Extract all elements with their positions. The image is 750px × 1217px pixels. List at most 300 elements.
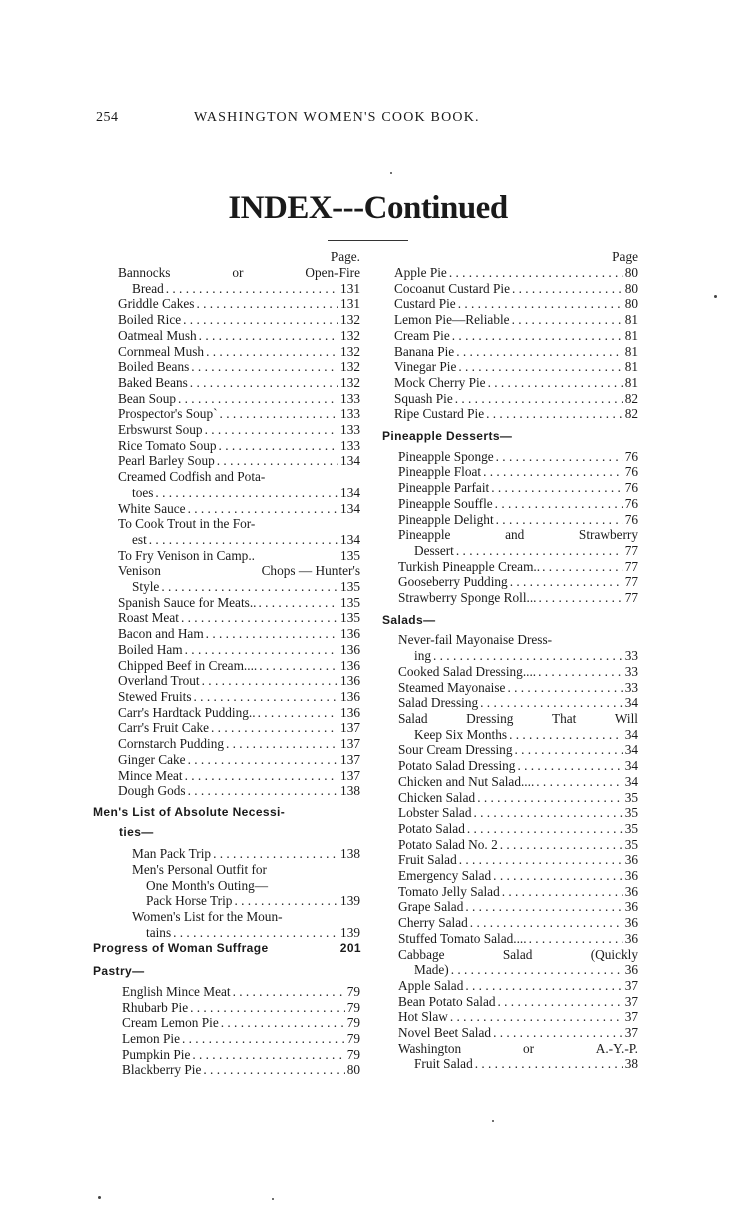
entry-page: 34 bbox=[624, 742, 638, 758]
section-heading-pineapple: Pineapple Desserts— bbox=[382, 429, 513, 444]
index-entry bbox=[382, 805, 638, 821]
entry-page: 201 bbox=[339, 940, 361, 955]
entry-title: Lobster Salad bbox=[398, 805, 472, 821]
index-entry-codfish: Creamed Codfish and Pota- bbox=[118, 469, 266, 485]
index-entry-bannocks-cont bbox=[106, 281, 360, 297]
index-entry bbox=[382, 344, 638, 360]
entry-word: Strawberry bbox=[578, 527, 638, 543]
entry-title: est bbox=[132, 531, 147, 547]
entry-page: 80 bbox=[624, 280, 638, 296]
index-entry bbox=[382, 359, 638, 375]
page-column-heading: Page bbox=[612, 249, 638, 264]
section-heading-mens-list-cont: ties— bbox=[119, 824, 154, 839]
entry-title: Lemon Pie—Reliable bbox=[394, 312, 510, 328]
entry-page: 137 bbox=[340, 751, 360, 767]
entry-word: Pineapple bbox=[398, 527, 451, 543]
index-entry bbox=[382, 512, 638, 528]
entry-title: Dessert bbox=[414, 542, 454, 558]
index-entries-salads bbox=[382, 742, 638, 946]
entry-page: 37 bbox=[624, 1009, 638, 1025]
entry-word: Cabbage bbox=[398, 946, 445, 962]
entry-title: Spanish Sauce for Meats.. bbox=[118, 594, 257, 610]
entry-title: Boiled Beans bbox=[118, 359, 190, 375]
page-number: 254 bbox=[96, 110, 119, 125]
entry-word: Salad bbox=[502, 946, 533, 962]
index-entries-group bbox=[106, 595, 360, 799]
index-entry bbox=[382, 915, 638, 931]
entry-word: (Quickly bbox=[590, 946, 638, 962]
entry-title: To Fry Venison in Camp.. bbox=[118, 547, 255, 563]
entry-title: Rhubarb Pie bbox=[122, 999, 189, 1015]
index-entry bbox=[106, 610, 360, 626]
entry-title: Bread bbox=[132, 280, 164, 296]
entry-page: 37 bbox=[624, 977, 638, 993]
index-entry bbox=[106, 453, 360, 469]
entry-page: 79 bbox=[346, 1046, 360, 1062]
scan-speck bbox=[492, 1120, 494, 1122]
entry-page: 37 bbox=[624, 993, 638, 1009]
entry-page: 34 bbox=[624, 773, 638, 789]
entry-title: Chicken and Nut Salad.... bbox=[398, 773, 535, 789]
entry-title: Griddle Cakes bbox=[118, 296, 195, 312]
entry-word: Salad bbox=[398, 710, 428, 726]
entry-title: Fruit Salad bbox=[414, 1056, 473, 1072]
index-entry bbox=[106, 438, 360, 454]
entry-page: 79 bbox=[346, 999, 360, 1015]
index-entry bbox=[382, 496, 638, 512]
entry-page: 79 bbox=[346, 1031, 360, 1047]
entry-word: or bbox=[522, 1040, 535, 1056]
entry-title: Stewed Fruits bbox=[118, 688, 192, 704]
index-entry bbox=[106, 359, 360, 375]
index-entry bbox=[106, 705, 360, 721]
index-entry-mayonaise: Never-fail Mayonaise Dress- bbox=[398, 632, 553, 648]
index-entry bbox=[106, 768, 360, 784]
entry-page: 77 bbox=[624, 558, 638, 574]
index-entry bbox=[382, 884, 638, 900]
entry-page: 82 bbox=[624, 390, 638, 406]
entry-page: 33 bbox=[624, 648, 638, 664]
index-entry-cabbage-salad-cont bbox=[382, 962, 638, 978]
entry-page: 131 bbox=[340, 280, 360, 296]
entry-title: Steamed Mayonaise bbox=[398, 679, 506, 695]
entry-title: Custard Pie bbox=[394, 296, 456, 312]
entry-title: Gooseberry Pudding bbox=[398, 574, 508, 590]
entry-title: Pack Horse Trip bbox=[146, 893, 233, 909]
entry-word: Open-Fire bbox=[305, 265, 360, 280]
entry-title: Pearl Barley Soup bbox=[118, 453, 215, 469]
entry-page: 35 bbox=[624, 805, 638, 821]
index-entry bbox=[382, 1009, 638, 1025]
index-entry bbox=[382, 978, 638, 994]
index-entry bbox=[106, 391, 360, 407]
page-column-heading: Page. bbox=[330, 249, 360, 264]
index-entry bbox=[382, 758, 638, 774]
index-entry bbox=[382, 899, 638, 915]
index-entry bbox=[106, 1047, 360, 1063]
index-entry bbox=[382, 391, 638, 407]
entry-page: 137 bbox=[340, 720, 360, 736]
index-entry bbox=[106, 1062, 360, 1078]
index-entry bbox=[382, 328, 638, 344]
index-entries-pineapple bbox=[382, 449, 638, 528]
index-entry bbox=[106, 984, 360, 1000]
entry-page: 136 bbox=[340, 641, 360, 657]
entry-title: Turkish Pineapple Cream.. bbox=[398, 558, 541, 574]
entry-page: 136 bbox=[340, 704, 360, 720]
entry-title: Potato Salad Dressing bbox=[398, 758, 516, 774]
entry-title: Pineapple Delight bbox=[398, 511, 494, 527]
index-entry-pineapple-strawberry-cont bbox=[382, 543, 638, 559]
entry-page: 76 bbox=[624, 448, 638, 464]
entry-page: 134 bbox=[340, 453, 360, 469]
entry-page: 76 bbox=[624, 464, 638, 480]
index-entries-pineapple bbox=[382, 559, 638, 606]
index-entry-pineapple-strawberry bbox=[382, 527, 638, 543]
entry-page: 134 bbox=[340, 484, 360, 500]
entry-page: 135 bbox=[340, 594, 360, 610]
entry-page: 36 bbox=[624, 883, 638, 899]
entry-title: Banana Pie bbox=[394, 343, 455, 359]
entry-title: Salad Dressing bbox=[398, 695, 479, 711]
entry-title: Cherry Salad bbox=[398, 915, 468, 931]
scan-speck bbox=[390, 172, 392, 174]
entry-title: Tomato Jelly Salad bbox=[398, 883, 500, 899]
entry-title: Bean Soup bbox=[118, 390, 176, 406]
entry-title: Chipped Beef in Cream.... bbox=[118, 657, 258, 673]
index-entry bbox=[106, 422, 360, 438]
index-entries-pastry bbox=[106, 984, 360, 1078]
index-entry bbox=[106, 375, 360, 391]
index-entry bbox=[382, 406, 638, 422]
scan-speck bbox=[272, 1198, 274, 1200]
entry-title: Sour Cream Dressing bbox=[398, 742, 513, 758]
index-entry bbox=[106, 783, 360, 799]
entry-page: 36 bbox=[624, 915, 638, 931]
index-entry bbox=[382, 664, 638, 680]
entry-page: 36 bbox=[624, 852, 638, 868]
entry-title: Pineapple Souffle bbox=[398, 495, 493, 511]
entry-title: Baked Beans bbox=[118, 374, 188, 390]
entry-word: Washington bbox=[398, 1040, 462, 1056]
entry-title: Roast Meat bbox=[118, 610, 179, 626]
entry-title: Pineapple Parfait bbox=[398, 480, 490, 496]
index-entry bbox=[106, 1000, 360, 1016]
index-entry-mayonaise-cont bbox=[382, 648, 638, 664]
index-entry bbox=[382, 480, 638, 496]
index-entry-outfit-cont: One Month's Outing— bbox=[146, 877, 269, 893]
index-entry bbox=[382, 464, 638, 480]
entry-title: Fruit Salad bbox=[398, 852, 457, 868]
entry-page: 137 bbox=[340, 767, 360, 783]
entry-title: Cornstarch Pudding bbox=[118, 736, 224, 752]
scan-speck bbox=[714, 295, 717, 298]
entry-page: 135 bbox=[340, 547, 360, 563]
entry-title: Dough Gods bbox=[118, 783, 186, 799]
index-entry bbox=[106, 406, 360, 422]
entry-title: White Sauce bbox=[118, 500, 186, 516]
index-entry-venison-chops-cont bbox=[106, 579, 360, 595]
index-entry-trout-cont bbox=[106, 532, 360, 548]
entry-page: 138 bbox=[340, 846, 360, 862]
entry-title: Stuffed Tomato Salad.... bbox=[398, 930, 527, 946]
index-entry bbox=[382, 574, 638, 590]
entry-title: Man Pack Trip bbox=[132, 846, 212, 862]
index-entry-trout: To Cook Trout in the For- bbox=[118, 516, 256, 532]
entry-page: 136 bbox=[340, 657, 360, 673]
entry-title: Blackberry Pie bbox=[122, 1062, 202, 1078]
index-entry bbox=[106, 658, 360, 674]
entry-title: Cream Lemon Pie bbox=[122, 1015, 219, 1031]
entry-page: 36 bbox=[624, 930, 638, 946]
book-title: WASHINGTON WOMEN'S COOK BOOK. bbox=[194, 110, 480, 125]
entry-title: Chicken Salad bbox=[398, 789, 476, 805]
entry-page: 79 bbox=[346, 1015, 360, 1031]
entry-page: 135 bbox=[340, 610, 360, 626]
index-entry bbox=[106, 736, 360, 752]
entry-title: Apple Salad bbox=[398, 977, 464, 993]
index-entry-codfish-cont bbox=[106, 485, 360, 501]
index-entry bbox=[382, 559, 638, 575]
index-entry-venison-chops bbox=[106, 563, 360, 579]
index-entry bbox=[382, 742, 638, 758]
entry-page: 34 bbox=[624, 758, 638, 774]
entry-title: Bean Potato Salad bbox=[398, 993, 496, 1009]
index-entry bbox=[382, 449, 638, 465]
entry-page: 81 bbox=[624, 374, 638, 390]
index-entry bbox=[106, 296, 360, 312]
entry-page: 136 bbox=[340, 673, 360, 689]
entry-page: 37 bbox=[624, 1025, 638, 1041]
entry-word: Will bbox=[614, 710, 638, 726]
entry-page: 36 bbox=[624, 899, 638, 915]
index-entry bbox=[382, 994, 638, 1010]
entry-title: Novel Beet Salad bbox=[398, 1025, 492, 1041]
entry-page: 138 bbox=[340, 783, 360, 799]
entry-title: Cream Pie bbox=[394, 327, 450, 343]
entry-page: 133 bbox=[340, 437, 360, 453]
entry-title: Style bbox=[132, 579, 160, 595]
index-entry bbox=[106, 344, 360, 360]
entry-page: 133 bbox=[340, 422, 360, 438]
index-entry-outfit-cont2 bbox=[106, 893, 360, 909]
entry-page: 76 bbox=[624, 495, 638, 511]
index-entry bbox=[106, 595, 360, 611]
entry-title: Cooked Salad Dressing.... bbox=[398, 663, 537, 679]
section-heading-mens-list: Men's List of Absolute Necessi- bbox=[93, 804, 286, 819]
index-entry-womens-list: Women's List for the Moun- bbox=[132, 909, 283, 925]
entry-page: 131 bbox=[340, 296, 360, 312]
entry-word: Venison bbox=[118, 563, 161, 579]
index-entry bbox=[382, 837, 638, 853]
entry-page: 134 bbox=[340, 500, 360, 516]
index-entry bbox=[382, 821, 638, 837]
entry-page: 80 bbox=[624, 296, 638, 312]
index-entry-suffrage bbox=[93, 941, 361, 957]
entry-title: Cornmeal Mush bbox=[118, 343, 205, 359]
entry-word: or bbox=[232, 265, 244, 280]
entry-title: Pineapple Float bbox=[398, 464, 482, 480]
entry-page: 134 bbox=[340, 531, 360, 547]
index-entries-salads bbox=[382, 978, 638, 1041]
index-entry bbox=[382, 868, 638, 884]
index-entry bbox=[382, 931, 638, 947]
index-entry-bannocks bbox=[106, 265, 360, 281]
index-entry-washington-salad bbox=[382, 1041, 638, 1057]
scan-speck bbox=[98, 1196, 101, 1199]
index-entry bbox=[382, 680, 638, 696]
index-entry bbox=[382, 790, 638, 806]
title-rule bbox=[328, 240, 408, 241]
entry-title: Erbswurst Soup bbox=[118, 422, 203, 438]
entry-page: 77 bbox=[624, 574, 638, 590]
section-heading-salads: Salads— bbox=[382, 612, 436, 627]
entry-word: Bannocks bbox=[118, 265, 171, 280]
entry-page: 132 bbox=[340, 327, 360, 343]
entry-title: Keep Six Months bbox=[414, 726, 508, 742]
entry-title: Lemon Pie bbox=[122, 1031, 180, 1047]
index-entry bbox=[382, 296, 638, 312]
entry-title: Mock Cherry Pie bbox=[394, 374, 486, 390]
index-entries-group bbox=[106, 296, 360, 469]
entry-page: 132 bbox=[340, 359, 360, 375]
entry-page: 80 bbox=[624, 265, 638, 280]
index-entry-washington-salad-cont bbox=[382, 1056, 638, 1072]
entry-title: Ripe Custard Pie bbox=[394, 406, 485, 422]
entry-page: 36 bbox=[624, 868, 638, 884]
index-entry bbox=[106, 689, 360, 705]
index-entry bbox=[382, 281, 638, 297]
page-title: INDEX---Continued bbox=[228, 190, 508, 226]
entry-title: Squash Pie bbox=[394, 390, 453, 406]
entry-page: 135 bbox=[340, 579, 360, 595]
entry-page: 132 bbox=[340, 343, 360, 359]
index-entries-salads bbox=[382, 664, 638, 711]
index-entry bbox=[106, 1031, 360, 1047]
entry-page: 34 bbox=[624, 726, 638, 742]
entry-word: That bbox=[551, 710, 577, 726]
entry-page: 133 bbox=[340, 406, 360, 422]
entry-title: Made) bbox=[414, 962, 449, 978]
entry-page: 137 bbox=[340, 736, 360, 752]
index-entry bbox=[106, 720, 360, 736]
entry-word: A.-Y.-P. bbox=[595, 1040, 638, 1056]
entry-page: 33 bbox=[624, 679, 638, 695]
entry-page: 35 bbox=[624, 820, 638, 836]
entry-page: 80 bbox=[346, 1062, 360, 1078]
index-column-left bbox=[93, 249, 361, 1078]
entry-page: 33 bbox=[624, 663, 638, 679]
index-entry bbox=[382, 312, 638, 328]
index-entry bbox=[106, 328, 360, 344]
entry-title: English Mince Meat bbox=[122, 983, 231, 999]
entry-page: 132 bbox=[340, 374, 360, 390]
index-entry-womens-list-cont bbox=[106, 925, 360, 941]
index-entry-venison-fry bbox=[106, 548, 360, 564]
entry-title: Pineapple Sponge bbox=[398, 448, 494, 464]
entry-title: tains bbox=[146, 924, 172, 940]
index-entry bbox=[382, 774, 638, 790]
entry-title: Emergency Salad bbox=[398, 868, 492, 884]
index-entry bbox=[106, 642, 360, 658]
index-entry bbox=[106, 626, 360, 642]
index-column-right bbox=[382, 249, 638, 1072]
entry-page: 139 bbox=[340, 924, 360, 940]
entry-page: 35 bbox=[624, 836, 638, 852]
index-entry bbox=[106, 752, 360, 768]
entry-title: Mince Meat bbox=[118, 767, 183, 783]
entry-word: Chops — Hunter's bbox=[261, 563, 360, 579]
entry-title: Strawberry Sponge Roll... bbox=[398, 590, 537, 606]
entry-page: 77 bbox=[624, 590, 638, 606]
entry-title: Oatmeal Mush bbox=[118, 327, 197, 343]
index-entry-cabbage-salad bbox=[382, 947, 638, 963]
entry-title: Apple Pie bbox=[394, 265, 447, 280]
entry-title: Cocoanut Custard Pie bbox=[394, 280, 510, 296]
entry-page: 81 bbox=[624, 327, 638, 343]
entry-page: 136 bbox=[340, 688, 360, 704]
entry-title: Boiled Ham bbox=[118, 641, 183, 657]
entry-page: 34 bbox=[624, 695, 638, 711]
entry-page: 36 bbox=[624, 962, 638, 978]
entry-title: Overland Trout bbox=[118, 673, 200, 689]
index-entry-outfit: Men's Personal Outfit for bbox=[132, 862, 267, 878]
entry-title: Bacon and Ham bbox=[118, 626, 204, 642]
entry-title: Rice Tomato Soup bbox=[118, 437, 217, 453]
entry-title: Boiled Rice bbox=[118, 312, 182, 328]
entry-page: 76 bbox=[624, 480, 638, 496]
entry-page: 139 bbox=[340, 893, 360, 909]
index-entry-salad-dressing-keep bbox=[382, 711, 638, 727]
index-entry bbox=[382, 590, 638, 606]
entry-page: 38 bbox=[624, 1056, 638, 1072]
entry-title: Carr's Fruit Cake bbox=[118, 720, 210, 736]
index-entry-white-sauce bbox=[106, 501, 360, 517]
index-entry bbox=[106, 1015, 360, 1031]
entry-page: 132 bbox=[340, 312, 360, 328]
entry-word: and bbox=[505, 527, 525, 543]
index-entry bbox=[106, 312, 360, 328]
index-entry bbox=[382, 852, 638, 868]
entry-title: Potato Salad bbox=[398, 820, 465, 836]
index-entry bbox=[382, 375, 638, 391]
entry-title: Carr's Hardtack Pudding.. bbox=[118, 704, 256, 720]
index-entry-salad-dressing-keep-cont bbox=[382, 727, 638, 743]
entry-title: Hot Slaw bbox=[398, 1009, 448, 1025]
entry-title: Grape Salad bbox=[398, 899, 464, 915]
entry-page: 81 bbox=[624, 343, 638, 359]
index-entries-pies bbox=[382, 265, 638, 422]
entry-title: toes bbox=[132, 484, 154, 500]
section-heading-pastry: Pastry— bbox=[93, 964, 145, 979]
entry-title: Ginger Cake bbox=[118, 751, 186, 767]
entry-word: Dressing bbox=[466, 710, 514, 726]
entry-page: 133 bbox=[340, 390, 360, 406]
entry-page: 81 bbox=[624, 359, 638, 375]
entry-page: 82 bbox=[624, 406, 638, 422]
entry-title: ing bbox=[414, 648, 431, 664]
entry-page: 79 bbox=[346, 983, 360, 999]
entry-title: Pumpkin Pie bbox=[122, 1046, 191, 1062]
index-entry bbox=[382, 1025, 638, 1041]
entry-page: 81 bbox=[624, 312, 638, 328]
entry-page: 35 bbox=[624, 789, 638, 805]
entry-page: 136 bbox=[340, 626, 360, 642]
entry-title: Progress of Woman Suffrage bbox=[93, 940, 269, 955]
index-entry bbox=[382, 695, 638, 711]
entry-title: Vinegar Pie bbox=[394, 359, 457, 375]
index-entry bbox=[106, 673, 360, 689]
